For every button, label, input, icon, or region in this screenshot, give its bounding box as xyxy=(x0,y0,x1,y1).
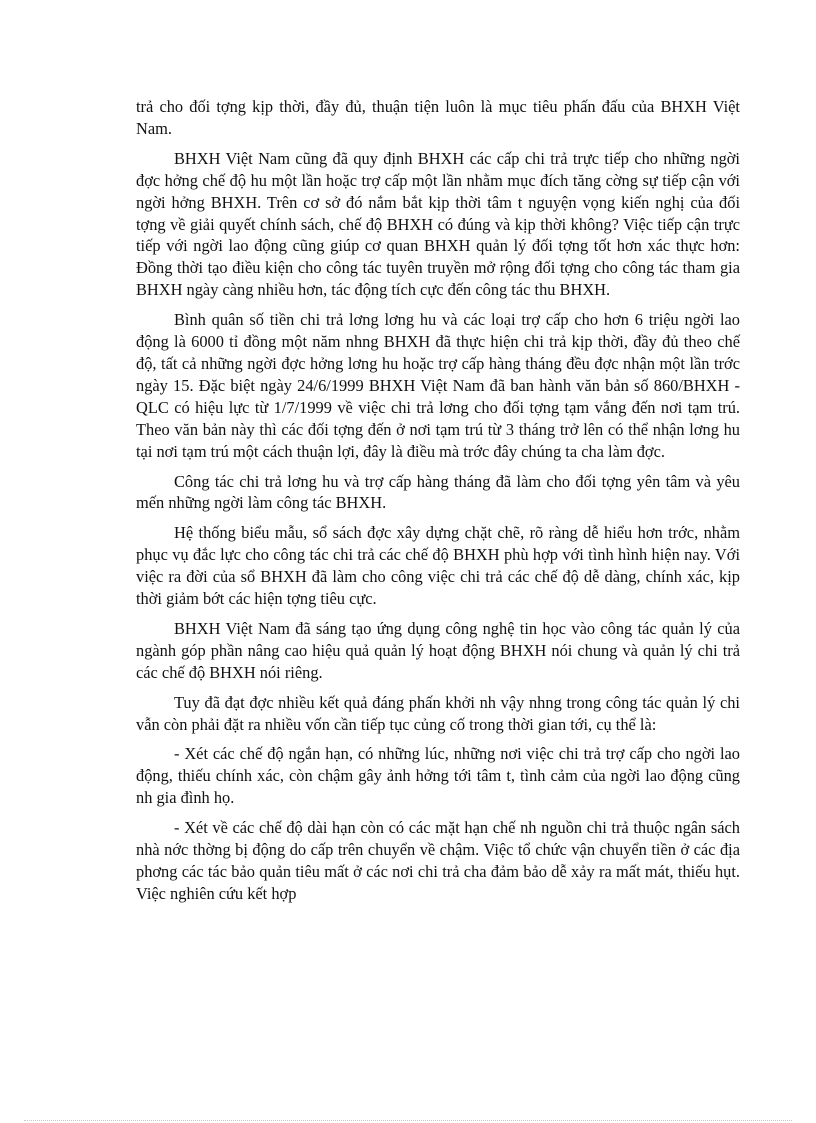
paragraph-2: BHXH Việt Nam cũng đã quy định BHXH các cấp chi trả trực tiếp cho những ngời đợc hởng chế độ hu một lần hoặc trợ cấp một lần nhằm mục đích tăng cờng sự tiếp cận với ngời hởng BHXH. Trên cơ sở đó nắm bắt kịp thời tâm t nguyện vọng kiến nghị của đối tợng về giải quyết chính sách, chế độ BHXH có đúng và kịp thời không? Việc tiếp cận trực tiếp với ngời lao động cũng giúp cơ quan BHXH quản lý đối tợng tốt hơn xác thực hơn: Đồng thời tạo điều kiện cho công tác tuyên truyền mở rộng đối tợng cho công tác tham gia BHXH ngày càng nhiều hơn, tác động tích cực đến công tác thu BHXH. xyxy=(136,148,740,300)
paragraph-1: trả cho đối tợng kịp thời, đầy đủ, thuận tiện luôn là mục tiêu phấn đấu của BHXH Việt Nam. xyxy=(136,97,740,138)
paragraph-7: Tuy đã đạt đợc nhiều kết quả đáng phấn khởi nh vậy nhng trong công tác quản lý chi vẫn còn phải đặt ra nhiều vốn cần tiếp tục củng cố trong thời gian tới, cụ thể là: xyxy=(136,692,740,734)
document-body xyxy=(136,96,740,913)
paragraph-3: Bình quân số tiền chi trả lơng lơng hu và các loại trợ cấp cho hơn 6 triệu ngời lao động là 6000 tỉ đồng một năm nhng BHXH đã thực hiện chi trả kịp thời, đầy đủ theo chế độ, tất cả những ngời đợc hởng lơng hu hoặc trợ cấp hàng tháng đều đợc nhận một lần trớc ngày 15. Đặc biệt ngày 24/6/1999 BHXH Việt Nam đã ban hành văn bản số 860/BHXH - QLC có hiệu lực từ 1/7/1999 về việc chi trả lơng cho đối tợng tạm vắng đến nơi tạm trú. Theo văn bản này thì các đối tợng đến ở nơi tạm trú từ 3 tháng trở lên có thể nhận lơng hu tại nơi tạm trú một cách thuận lợi, đây là điều mà trớc đây chúng ta cha làm đợc. xyxy=(136,310,740,461)
paragraph-6: BHXH Việt Nam đã sáng tạo ứng dụng công nghệ tin học vào công tác quản lý của ngành góp phần nâng cao hiệu quả quản lý hoạt động BHXH nói chung và quản lý chi trả các chế độ BHXH nói riêng. xyxy=(136,618,740,682)
paragraph-9: - Xét về các chế độ dài hạn còn có các mặt hạn chế nh nguồn chi trả thuộc ngân sách nhà nớc thờng bị động do cấp trên chuyển về chậm. Việc tổ chức vận chuyển tiền ở các địa phơng các tác bảo quản tiêu mất ở các nơi chi trả cha đảm bảo dễ xảy ra mất mát, thiếu hụt. Việc nghiên cứu kết hợp xyxy=(136,818,740,903)
paragraph-4: Công tác chi trả lơng hu và trợ cấp hàng tháng đã làm cho đối tợng yên tâm và yêu mến những ngời làm công tác BHXH. xyxy=(136,471,740,513)
paragraph-8: - Xét các chế độ ngắn hạn, có những lúc, những nơi việc chi trả trợ cấp cho ngời lao động, thiếu chính xác, còn chậm gây ảnh hởng tới tâm t, tình cảm của ngời lao động cũng nh gia đình họ. xyxy=(136,744,740,808)
page-bottom-divider xyxy=(24,1120,792,1121)
paragraph-5: Hệ thống biểu mẫu, sổ sách đợc xây dựng chặt chẽ, rõ ràng dễ hiểu hơn trớc, nhằm phục vụ đắc lực cho công tác chi trả các chế độ BHXH phù hợp với tình hình hiện nay. Với việc ra đời của sổ BHXH đã làm cho công việc chi trả các chế độ dễ dàng, chính xác, kịp thời giảm bớt các hiện tợng tiêu cực. xyxy=(136,523,740,609)
